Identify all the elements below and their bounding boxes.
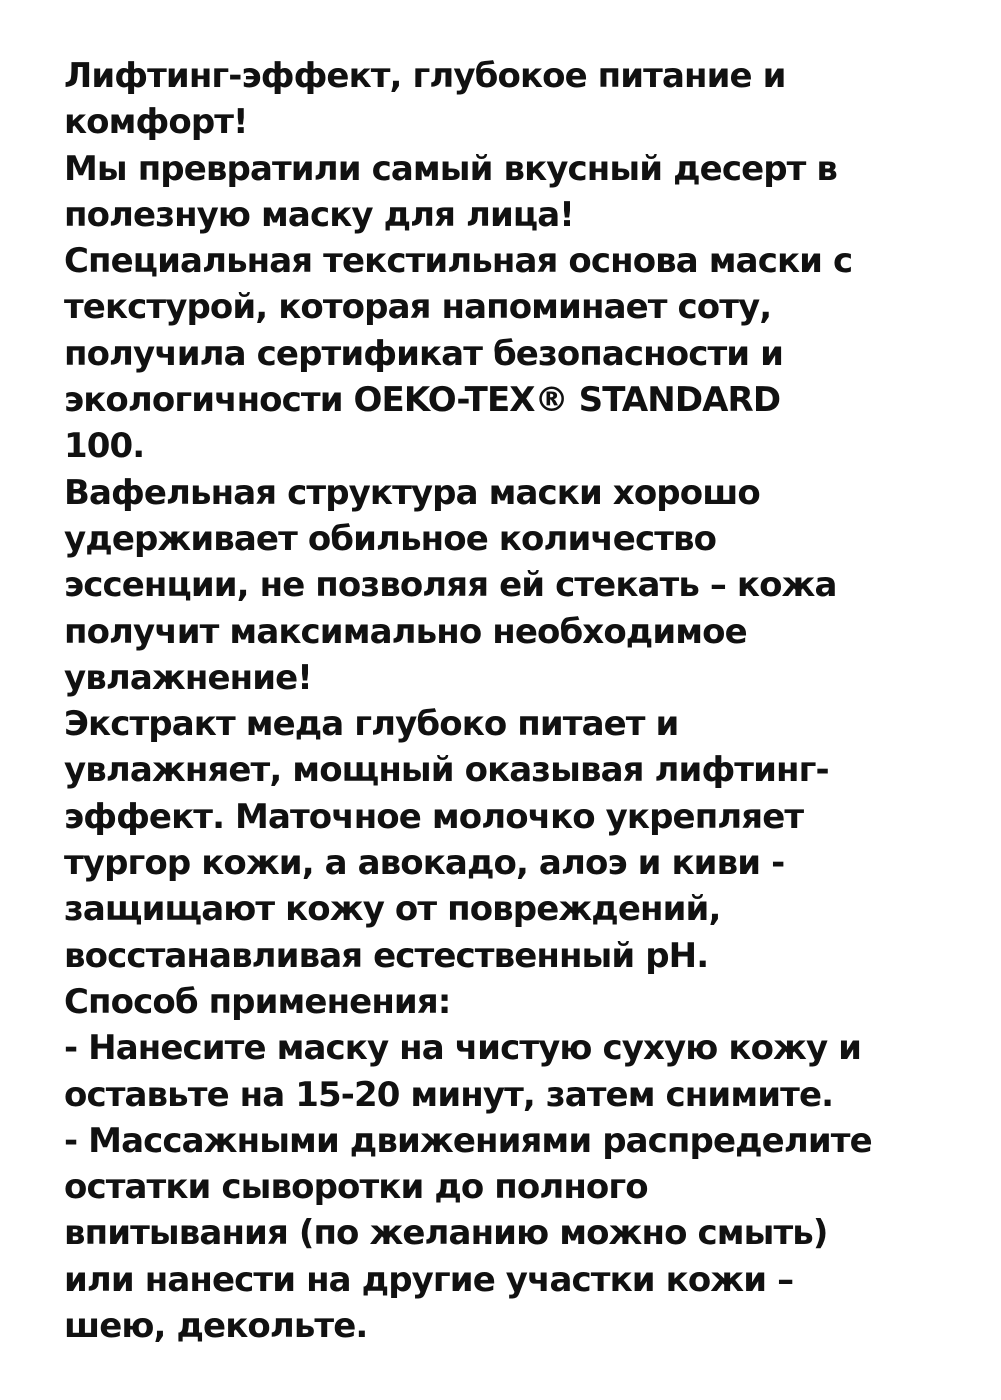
- text-line: экологичности OEKO-TEX® STANDARD: [64, 380, 781, 421]
- text-line: защищают кожу от повреждений,: [64, 889, 721, 930]
- text-line: восстанавливая естественный pH.: [64, 935, 709, 976]
- instruction-line: впитывания (по желанию можно смыть): [64, 1213, 828, 1254]
- text-line: получит максимально необходимое: [64, 611, 747, 652]
- instruction-line: - Массажными движениями распределите: [64, 1120, 872, 1161]
- product-description: [64, 53, 964, 1349]
- instruction-line: или нанести на другие участки кожи –: [64, 1259, 794, 1300]
- text-line: тургор кожи, а авокадо, алоэ и киви -: [64, 843, 785, 884]
- text-line: Специальная текстильная основа маски с: [64, 241, 853, 282]
- text-line: увлажняет, мощный оказывая лифтинг-: [64, 750, 829, 791]
- text-line: Лифтинг-эффект, глубокое питание и: [64, 56, 786, 96]
- instruction-line: шею, декольте.: [64, 1306, 368, 1347]
- text-line: эссенции, не позволяя ей стекать – кожа: [64, 565, 837, 606]
- text-line: Вафельная структура маски хорошо: [64, 472, 760, 513]
- instruction-line: оставьте на 15-20 минут, затем снимите.: [64, 1074, 834, 1115]
- text-line: эффект. Маточное молочко укрепляет: [64, 796, 804, 837]
- text-line: комфорт!: [64, 102, 248, 143]
- text-line: увлажнение!: [64, 657, 312, 698]
- text-line: полезную маску для лица!: [64, 194, 574, 235]
- instruction-line: - Нанесите маску на чистую сухую кожу и: [64, 1028, 862, 1069]
- text-line: текстурой, которая напоминает соту,: [64, 287, 772, 328]
- text-line: получила сертификат безопасности и: [64, 333, 784, 374]
- instruction-line: остатки сыворотки до полного: [64, 1167, 648, 1208]
- text-line: 100.: [64, 426, 145, 467]
- text-line: Мы превратили самый вкусный десерт в: [64, 148, 838, 189]
- section-heading: Способ применения:: [64, 981, 451, 1022]
- text-line: Экстракт меда глубоко питает и: [64, 704, 679, 745]
- text-line: удерживает обильное количество: [64, 518, 717, 559]
